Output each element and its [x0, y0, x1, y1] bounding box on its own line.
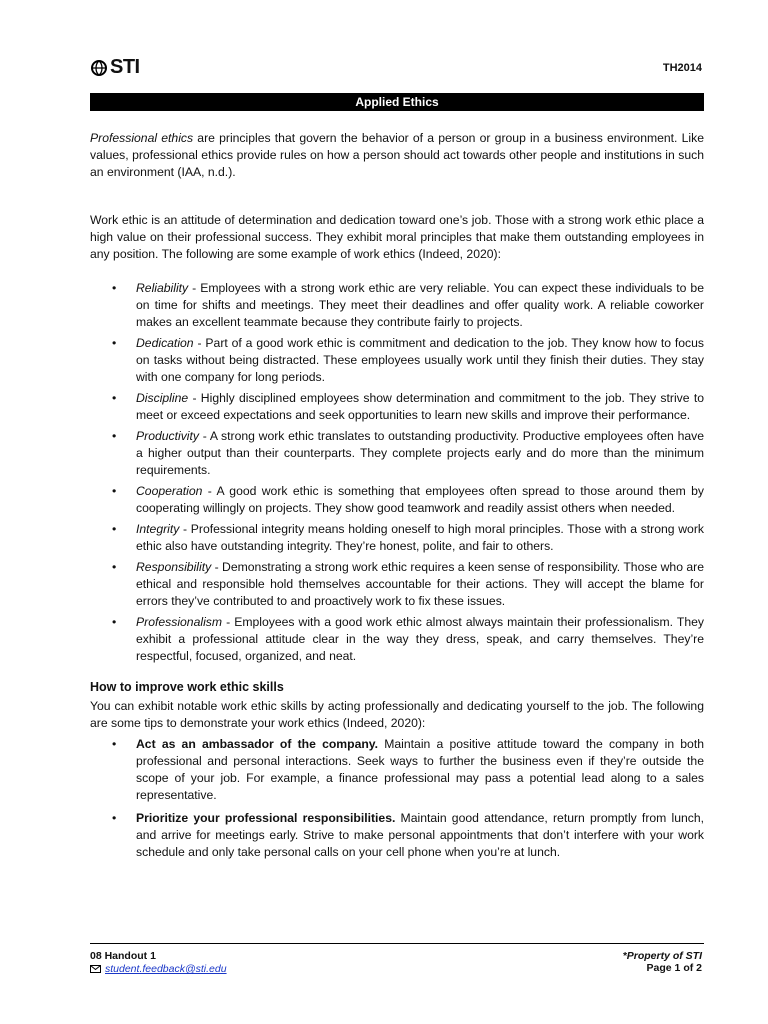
page-header: [90, 56, 704, 80]
footer-left: [90, 950, 227, 975]
list-item-term: Reliability: [136, 281, 189, 295]
list-item: [90, 559, 704, 610]
feedback-email-link[interactable]: student.feedback@sti.edu: [105, 963, 227, 975]
list-item: [90, 521, 704, 555]
improve-intro-paragraph: You can exhibit notable work ethic skills by acting professionally and dedicating yourself to the job. The following are some tips to demonstrate your work ethics (Indeed, 2020):: [90, 699, 704, 730]
improve-tips-list: [90, 736, 704, 861]
list-item-term: Productivity: [136, 429, 199, 443]
list-item-text: - Employees with a strong work ethic are very reliable. You can expect these individuals to be on time for shifts and meetings. They meet their deadlines and offer quality work. A reliable coworker makes an excellent teammate because they contribute fairly to projects.: [136, 281, 704, 329]
email-row: [90, 963, 227, 975]
list-item-text: - Employees with a good work ethic almost always maintain their professionalism. They exhibit a professional attitude clear in the way they dress, speak, and carry themselves. They’re respectful, focused, organized, and neat.: [136, 615, 704, 663]
intro-paragraph-2: Work ethic is an attitude of determination and dedication toward one’s job. Those with a strong work ethic place a high value on their professional success. They exhibit moral principles that make them outstanding employees in any position. The following are some example of work ethics (Indeed, 2020):: [90, 213, 704, 261]
list-item-term: Discipline: [136, 391, 189, 405]
list-item-text: - Professional integrity means holding oneself to high moral principles. Those with a strong work ethic also have outstanding integrity. They’re honest, polite, and fair to others.: [136, 522, 704, 553]
tip-text: Maintain a positive attitude toward the company in both professional and personal interactions. Seek ways to further the business even if they’re outside the scope of your job. For example, a finance professional may pass a potential lead along to a sales representative.: [136, 737, 704, 802]
list-item-term: Professionalism: [136, 615, 223, 629]
sti-logo: [90, 56, 140, 79]
list-item: [90, 810, 704, 861]
intro-paragraph-1: [90, 130, 704, 181]
list-item: [90, 390, 704, 424]
section-heading-improve: How to improve work ethic skills: [90, 680, 284, 694]
document-body: [90, 130, 704, 867]
list-item-term: Cooperation: [136, 484, 203, 498]
list-item: [90, 736, 704, 804]
list-item: [90, 614, 704, 665]
list-item-text: - A strong work ethic translates to outstanding productivity. Productive employees often have a higher output than their counterparts. They complete projects early and do more than the minimum requirements.: [136, 429, 704, 477]
property-label: *Property of STI: [622, 950, 702, 962]
list-item-term: Dedication: [136, 336, 194, 350]
page-footer: [90, 943, 704, 975]
tip-lead: Prioritize your professional responsibilities.: [136, 811, 396, 825]
list-item: [90, 428, 704, 479]
footer-right: [623, 950, 702, 974]
list-item-text: - Demonstrating a strong work ethic requires a keen sense of responsibility. Those who are ethical and responsible hold themselves accountable for their actions. They will accept the blame for errors they’ve contributed to and proactively work to fix these issues.: [136, 560, 704, 608]
sti-globe-icon: [90, 59, 108, 77]
list-item-term: Responsibility: [136, 560, 212, 574]
mail-icon: [90, 965, 101, 973]
tip-text: Maintain good attendance, return promptly from lunch, and arrive for meetings early. Strive to make personal appointments that don’t interfere with your work schedule and only take personal calls on your cell phone when you’re at lunch.: [136, 811, 705, 859]
list-item: [90, 483, 704, 517]
list-item-term: Integrity: [136, 522, 180, 536]
list-item-text: - Highly disciplined employees show determination and commitment to the job. They strive to meet or exceed expectations and seek opportunities to learn new skills and improve their performance.: [136, 391, 704, 422]
tip-lead: Act as an ambassador of the company.: [136, 737, 379, 751]
term-professional-ethics: Professional ethics: [90, 131, 194, 145]
page-number: Page 1 of 2: [646, 962, 702, 974]
page-title: Applied Ethics: [90, 93, 704, 111]
work-ethics-list: [90, 280, 704, 665]
list-item: [90, 335, 704, 386]
logo-text: STI: [110, 56, 140, 78]
list-item: [90, 280, 704, 331]
list-item-text: - Part of a good work ethic is commitment and dedication to the job. They know how to focus on tasks without being distracted. These employees usually work until they finish their duties. They stay with one company for long periods.: [136, 336, 704, 384]
list-item-text: - A good work ethic is something that employees often spread to those around them by cooperating willingly on projects. They show good teamwork and readily assist others when needed.: [136, 484, 704, 515]
intro-paragraph-1-text: are principles that govern the behavior of a person or group in a business environment. Like values, professional ethics provide rules on how a person should act towards other people and institutions in such an environment (IAA, n.d.).: [90, 131, 705, 179]
handout-label: 08 Handout 1: [90, 950, 156, 962]
document-code: TH2014: [662, 62, 702, 74]
